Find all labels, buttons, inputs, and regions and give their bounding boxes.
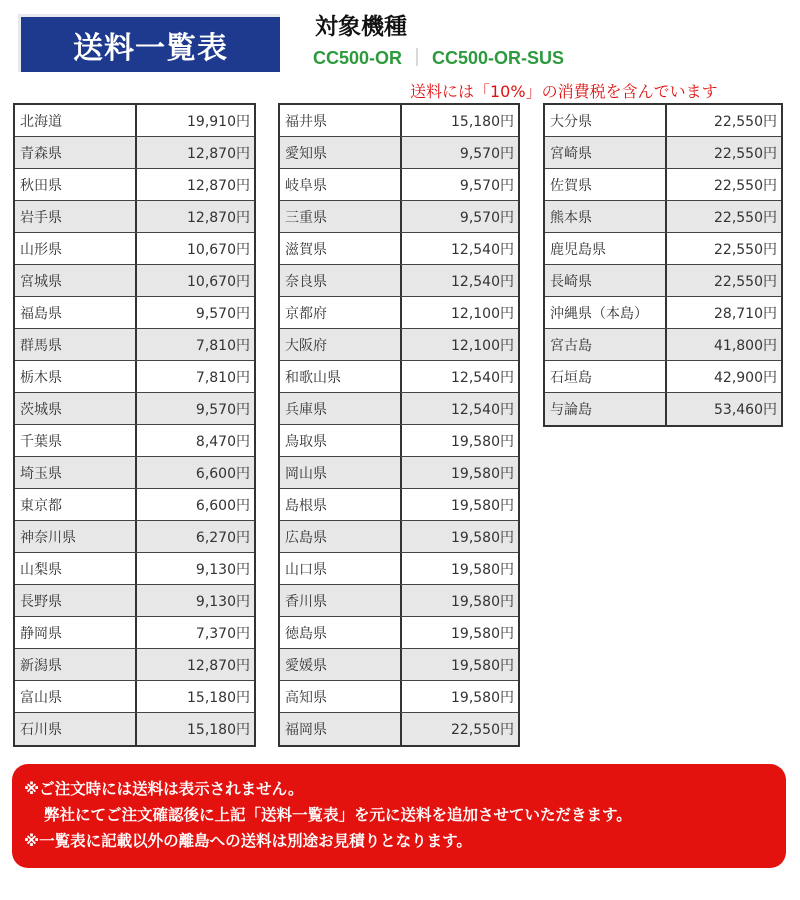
shipping-table-1 [13, 103, 256, 747]
prefecture-name: 鳥取県 [280, 425, 402, 456]
table-row [15, 521, 254, 553]
shipping-price: 19,580円 [402, 553, 518, 584]
shipping-price: 9,130円 [137, 553, 254, 584]
prefecture-name: 和歌山県 [280, 361, 402, 392]
shipping-price: 9,570円 [402, 169, 518, 200]
prefecture-name: 京都府 [280, 297, 402, 328]
prefecture-name: 石垣島 [545, 361, 667, 392]
shipping-price: 22,550円 [667, 265, 781, 296]
table-row [545, 361, 781, 393]
table-row [280, 489, 518, 521]
table-row [280, 713, 518, 745]
shipping-price: 15,180円 [137, 713, 254, 745]
prefecture-name: 兵庫県 [280, 393, 402, 424]
table-row [15, 105, 254, 137]
prefecture-name: 徳島県 [280, 617, 402, 648]
table-row [15, 681, 254, 713]
prefecture-name: 宮崎県 [545, 137, 667, 168]
table-row [545, 233, 781, 265]
prefecture-name: 鹿児島県 [545, 233, 667, 264]
shipping-price: 7,370円 [137, 617, 254, 648]
shipping-price: 12,870円 [137, 137, 254, 168]
table-row [280, 681, 518, 713]
shipping-price: 6,600円 [137, 457, 254, 488]
prefecture-name: 茨城県 [15, 393, 137, 424]
prefecture-name: 富山県 [15, 681, 137, 712]
shipping-price: 9,570円 [137, 393, 254, 424]
prefecture-name: 高知県 [280, 681, 402, 712]
table-row [545, 329, 781, 361]
prefecture-name: 愛媛県 [280, 649, 402, 680]
shipping-price: 12,100円 [402, 297, 518, 328]
shipping-price: 7,810円 [137, 361, 254, 392]
prefecture-name: 宮古島 [545, 329, 667, 360]
shipping-price: 19,580円 [402, 681, 518, 712]
prefecture-name: 新潟県 [15, 649, 137, 680]
prefecture-name: 三重県 [280, 201, 402, 232]
table-row [15, 265, 254, 297]
shipping-price: 15,180円 [137, 681, 254, 712]
notice-line-2: 弊社にてご注文確認後に上記「送料一覧表」を元に送料を追加させていただきます。 [44, 806, 632, 824]
prefecture-name: 埼玉県 [15, 457, 137, 488]
shipping-price: 19,580円 [402, 649, 518, 680]
shipping-price: 12,540円 [402, 233, 518, 264]
table-row [15, 329, 254, 361]
prefecture-name: 山形県 [15, 233, 137, 264]
table-row [280, 457, 518, 489]
prefecture-name: 山梨県 [15, 553, 137, 584]
table-row [280, 617, 518, 649]
table-row [15, 137, 254, 169]
prefecture-name: 熊本県 [545, 201, 667, 232]
shipping-price: 22,550円 [667, 201, 781, 232]
prefecture-name: 香川県 [280, 585, 402, 616]
shipping-price: 19,580円 [402, 425, 518, 456]
shipping-price: 28,710円 [667, 297, 781, 328]
table-row [545, 169, 781, 201]
shipping-price: 22,550円 [667, 105, 781, 136]
prefecture-name: 山口県 [280, 553, 402, 584]
table-row [15, 649, 254, 681]
prefecture-name: 沖縄県（本島） [545, 297, 667, 328]
table-row [15, 553, 254, 585]
notice-box [12, 764, 786, 868]
prefecture-name: 滋賀県 [280, 233, 402, 264]
shipping-price: 22,550円 [402, 713, 518, 745]
table-row [280, 585, 518, 617]
tax-note: 送料には「10%」の消費税を含んでいます [410, 82, 718, 101]
shipping-price: 12,100円 [402, 329, 518, 360]
table-row [545, 393, 781, 425]
shipping-price: 9,570円 [137, 297, 254, 328]
shipping-price: 9,130円 [137, 585, 254, 616]
shipping-price: 12,870円 [137, 201, 254, 232]
shipping-price: 12,540円 [402, 265, 518, 296]
prefecture-name: 秋田県 [15, 169, 137, 200]
model-label: 対象機種 [315, 14, 407, 40]
shipping-price: 19,580円 [402, 457, 518, 488]
prefecture-name: 千葉県 [15, 425, 137, 456]
shipping-price: 41,800円 [667, 329, 781, 360]
shipping-table-3 [543, 103, 783, 427]
prefecture-name: 大分県 [545, 105, 667, 136]
model-name-2: CC500-OR-SUS [432, 48, 565, 68]
prefecture-name: 群馬県 [15, 329, 137, 360]
table-row [280, 521, 518, 553]
table-row [280, 553, 518, 585]
prefecture-name: 長崎県 [545, 265, 667, 296]
shipping-price: 8,470円 [137, 425, 254, 456]
prefecture-name: 栃木県 [15, 361, 137, 392]
table-row [280, 425, 518, 457]
table-row [280, 233, 518, 265]
shipping-price: 19,580円 [402, 617, 518, 648]
shipping-price: 22,550円 [667, 169, 781, 200]
shipping-price: 15,180円 [402, 105, 518, 136]
prefecture-name: 福島県 [15, 297, 137, 328]
shipping-price: 22,550円 [667, 233, 781, 264]
model-name-1: CC500-OR [313, 48, 403, 68]
shipping-price: 19,580円 [402, 521, 518, 552]
prefecture-name: 岐阜県 [280, 169, 402, 200]
prefecture-name: 東京都 [15, 489, 137, 520]
table-row [15, 713, 254, 745]
shipping-price: 9,570円 [402, 201, 518, 232]
prefecture-name: 静岡県 [15, 617, 137, 648]
shipping-price: 10,670円 [137, 233, 254, 264]
shipping-price: 7,810円 [137, 329, 254, 360]
shipping-price: 19,910円 [137, 105, 254, 136]
table-row [15, 393, 254, 425]
prefecture-name: 福岡県 [280, 713, 402, 745]
table-row [15, 169, 254, 201]
table-row [280, 329, 518, 361]
table-row [280, 105, 518, 137]
model-separator: ｜ [408, 48, 427, 68]
prefecture-name: 大阪府 [280, 329, 402, 360]
prefecture-name: 愛知県 [280, 137, 402, 168]
shipping-price: 10,670円 [137, 265, 254, 296]
table-row [15, 457, 254, 489]
shipping-price: 42,900円 [667, 361, 781, 392]
prefecture-name: 佐賀県 [545, 169, 667, 200]
shipping-price: 6,270円 [137, 521, 254, 552]
prefecture-name: 岡山県 [280, 457, 402, 488]
shipping-price: 12,540円 [402, 361, 518, 392]
table-row [15, 297, 254, 329]
table-row [280, 201, 518, 233]
table-row [280, 297, 518, 329]
shipping-price: 19,580円 [402, 489, 518, 520]
prefecture-name: 宮城県 [15, 265, 137, 296]
prefecture-name: 神奈川県 [15, 521, 137, 552]
table-row [15, 585, 254, 617]
table-row [545, 105, 781, 137]
shipping-price: 22,550円 [667, 137, 781, 168]
table-row [280, 169, 518, 201]
prefecture-name: 北海道 [15, 105, 137, 136]
model-names [313, 44, 564, 70]
shipping-price: 12,870円 [137, 169, 254, 200]
table-row [280, 137, 518, 169]
prefecture-name: 広島県 [280, 521, 402, 552]
table-row [280, 649, 518, 681]
prefecture-name: 青森県 [15, 137, 137, 168]
shipping-price: 6,600円 [137, 489, 254, 520]
table-row [545, 265, 781, 297]
prefecture-name: 長野県 [15, 585, 137, 616]
table-row [15, 201, 254, 233]
shipping-price: 19,580円 [402, 585, 518, 616]
notice-line-3: ※一覧表に記載以外の離島への送料は別途お見積りとなります。 [24, 832, 472, 850]
prefecture-name: 島根県 [280, 489, 402, 520]
page-title: 送料一覧表 [18, 14, 280, 72]
table-row [15, 233, 254, 265]
prefecture-name: 石川県 [15, 713, 137, 745]
table-row [15, 425, 254, 457]
table-row [280, 393, 518, 425]
prefecture-name: 奈良県 [280, 265, 402, 296]
table-row [545, 201, 781, 233]
table-row [545, 297, 781, 329]
prefecture-name: 福井県 [280, 105, 402, 136]
table-row [15, 361, 254, 393]
table-row [545, 137, 781, 169]
prefecture-name: 与論島 [545, 393, 667, 425]
shipping-price: 12,540円 [402, 393, 518, 424]
shipping-price: 9,570円 [402, 137, 518, 168]
shipping-table-2 [278, 103, 520, 747]
shipping-price: 12,870円 [137, 649, 254, 680]
prefecture-name: 岩手県 [15, 201, 137, 232]
shipping-price: 53,460円 [667, 393, 781, 425]
table-row [280, 361, 518, 393]
table-row [15, 489, 254, 521]
table-row [15, 617, 254, 649]
notice-line-1: ※ご注文時には送料は表示されません。 [24, 780, 304, 798]
table-row [280, 265, 518, 297]
